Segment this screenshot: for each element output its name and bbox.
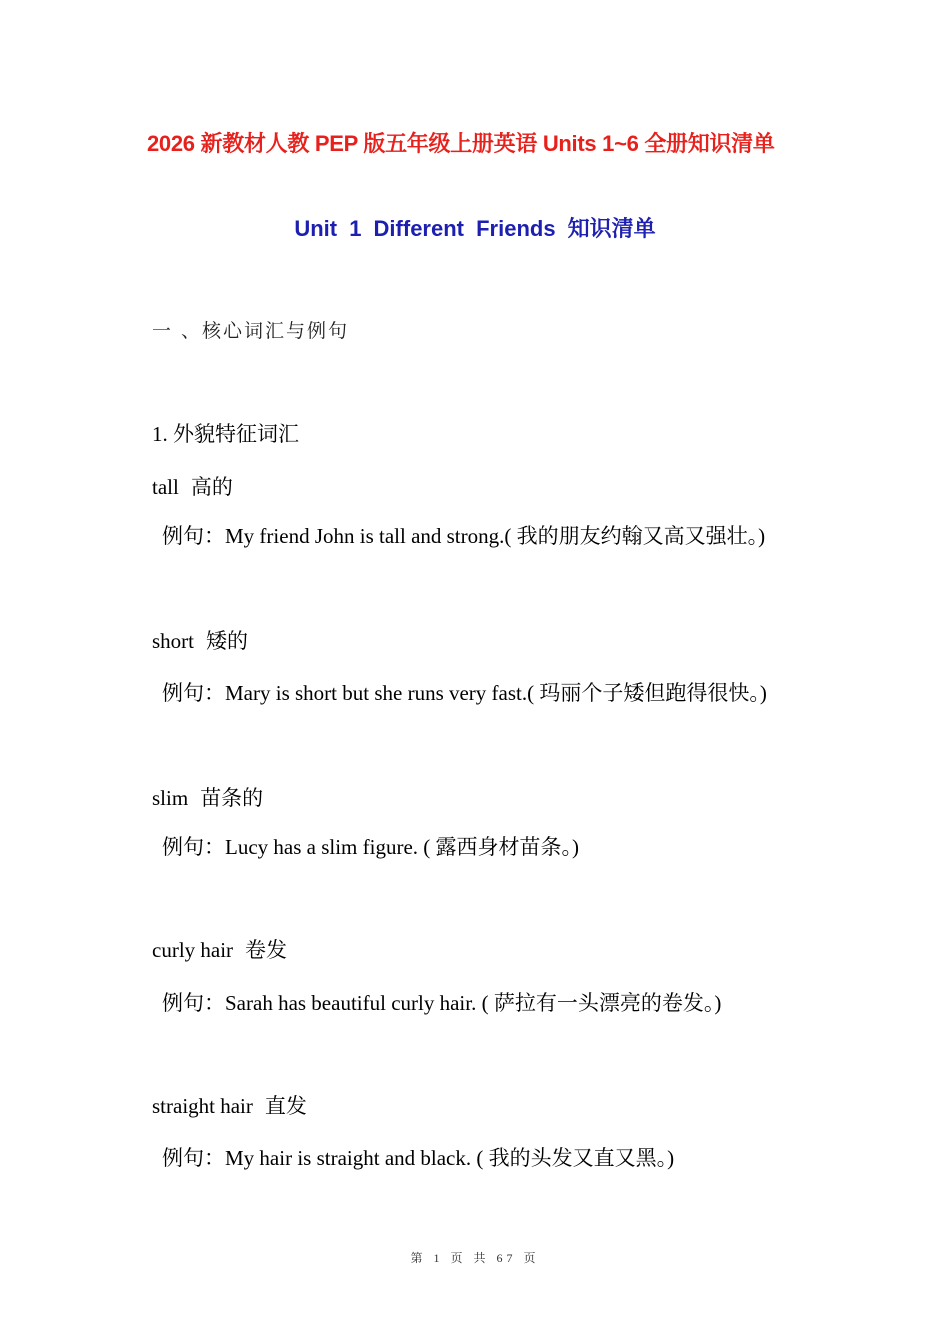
vocab-meaning: 卷发 [245,938,288,962]
vocab-word: straight hair [152,1094,253,1118]
vocab-word: slim [152,786,189,810]
vocab-word: short [152,629,194,653]
vocab-entry [152,473,233,501]
document-title: 2026 新教材人教 PEP 版五年级上册英语 Units 1~6 全册知识清单 [147,131,775,156]
vocab-entry [152,1092,307,1120]
sub-heading: 1. 外貌特征词汇 [152,422,299,446]
vocab-word: curly hair [152,938,234,962]
unit-title: Unit 1 Different Friends 知识清单 [294,216,656,241]
vocab-meaning: 直发 [264,1094,307,1118]
vocab-meaning: 高的 [190,475,233,499]
example-sentence: 例句：Lucy has a slim figure. ( 露西身材苗条。) [162,835,580,859]
vocab-entry [152,627,248,655]
section-heading: 一 、核心词汇与例句 [152,320,350,342]
example-sentence: 例句：Sarah has beautiful curly hair. ( 萨拉有一头漂亮的卷发。) [162,991,722,1015]
vocab-entry [152,784,263,812]
example-sentence: 例句：Mary is short but she runs very fast.( 玛丽个子矮但跑得很快。) [162,681,767,705]
vocab-word: tall [152,475,179,499]
example-sentence: 例句：My hair is straight and black. ( 我的头发又直又黑。) [162,1146,675,1170]
page-footer: 第 1 页 共 67 页 [410,1251,540,1265]
vocab-entry [152,936,287,964]
example-sentence: 例句：My friend John is tall and strong.( 我的朋友约翰又高又强壮。) [162,524,766,548]
vocab-meaning: 矮的 [206,629,248,653]
vocab-meaning: 苗条的 [200,786,264,810]
